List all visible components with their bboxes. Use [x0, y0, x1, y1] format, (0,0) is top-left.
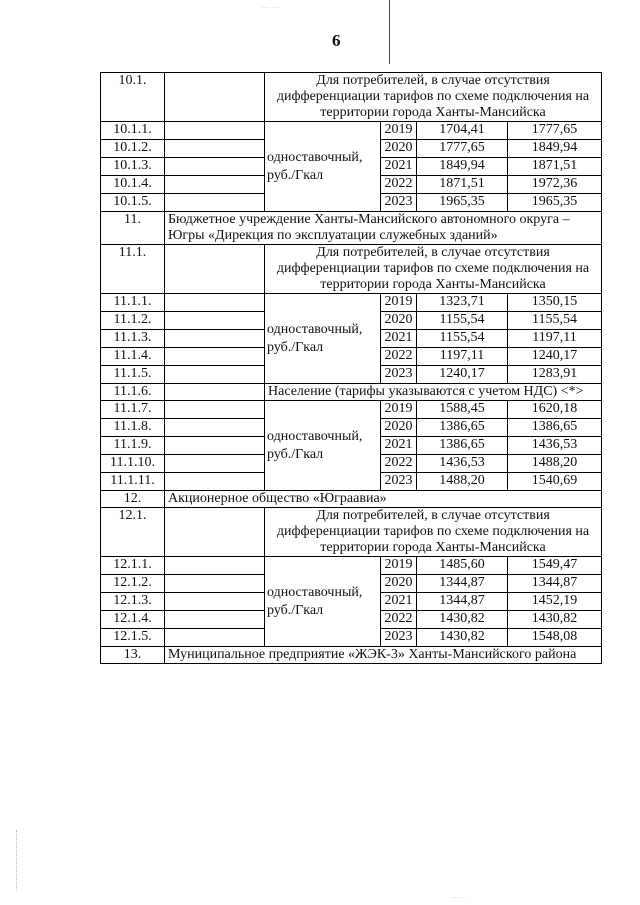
- year-cell: 2022: [381, 176, 417, 194]
- row-number: 11.1.9.: [101, 437, 165, 455]
- value-cell: 1197,11: [417, 348, 508, 366]
- year-cell: 2020: [381, 575, 417, 593]
- row-number: 10.1.: [101, 73, 165, 122]
- row-number: 11.1.4.: [101, 348, 165, 366]
- unit-cell: одноставочный, руб./Гкал: [265, 401, 381, 491]
- row-number: 12.: [101, 491, 165, 508]
- empty-cell: [165, 122, 265, 140]
- section-header-text: Население (тарифы указываются с учетом НДС) <*>: [265, 384, 602, 401]
- organization-row: [101, 212, 602, 245]
- row-number: 10.1.1.: [101, 122, 165, 140]
- row-number: 10.1.3.: [101, 158, 165, 176]
- value-cell: 1965,35: [417, 194, 508, 212]
- value-cell: 1777,65: [508, 122, 602, 140]
- row-number: 12.1.1.: [101, 557, 165, 575]
- year-cell: 2020: [381, 312, 417, 330]
- row-number: 11.1.7.: [101, 401, 165, 419]
- value-cell: 1197,11: [508, 330, 602, 348]
- value-cell: 1965,35: [508, 194, 602, 212]
- empty-cell: [165, 348, 265, 366]
- value-cell: 1871,51: [417, 176, 508, 194]
- section-header-row: [101, 73, 602, 122]
- year-cell: 2022: [381, 348, 417, 366]
- value-cell: 1155,54: [508, 312, 602, 330]
- row-number: 10.1.4.: [101, 176, 165, 194]
- organization-name: Бюджетное учреждение Ханты-Мансийского автономного округа – Югры «Дирекция по эксплуатации служебных зданий»: [165, 212, 602, 245]
- value-cell: 1972,36: [508, 176, 602, 194]
- value-cell: 1430,82: [417, 629, 508, 647]
- table-row: [101, 122, 602, 140]
- year-cell: 2023: [381, 629, 417, 647]
- value-cell: 1488,20: [508, 455, 602, 473]
- page-number: 6: [332, 31, 341, 50]
- empty-cell: [165, 401, 265, 419]
- year-cell: 2019: [381, 122, 417, 140]
- value-cell: 1620,18: [508, 401, 602, 419]
- empty-cell: [165, 473, 265, 491]
- row-number: 12.1.3.: [101, 593, 165, 611]
- value-cell: 1540,69: [508, 473, 602, 491]
- empty-cell: [165, 593, 265, 611]
- value-cell: 1849,94: [417, 158, 508, 176]
- row-number: 11.1.1.: [101, 294, 165, 312]
- section-header-row: [101, 245, 602, 294]
- empty-cell: [165, 140, 265, 158]
- value-cell: 1386,65: [417, 437, 508, 455]
- empty-cell: [165, 330, 265, 348]
- value-cell: 1430,82: [508, 611, 602, 629]
- row-number: 12.1.2.: [101, 575, 165, 593]
- table-row: [101, 557, 602, 575]
- year-cell: 2019: [381, 557, 417, 575]
- empty-cell: [165, 73, 265, 122]
- value-cell: 1283,91: [508, 366, 602, 384]
- year-cell: 2019: [381, 294, 417, 312]
- value-cell: 1549,47: [508, 557, 602, 575]
- value-cell: 1430,82: [417, 611, 508, 629]
- year-cell: 2021: [381, 158, 417, 176]
- empty-cell: [165, 294, 265, 312]
- empty-cell: [165, 575, 265, 593]
- year-cell: 2021: [381, 437, 417, 455]
- empty-cell: [165, 312, 265, 330]
- empty-cell: [165, 629, 265, 647]
- row-number: 13.: [101, 647, 165, 664]
- section-header-text: Для потребителей, в случае отсутствия дифференциации тарифов по схеме подключения на территории города Ханты-Мансийска: [265, 508, 602, 557]
- section-header-row: [101, 384, 602, 401]
- empty-cell: [165, 158, 265, 176]
- value-cell: 1485,60: [417, 557, 508, 575]
- year-cell: 2022: [381, 611, 417, 629]
- year-cell: 2021: [381, 593, 417, 611]
- empty-cell: [165, 437, 265, 455]
- unit-cell: одноставочный, руб./Гкал: [265, 122, 381, 212]
- value-cell: 1240,17: [417, 366, 508, 384]
- organization-row: [101, 647, 602, 664]
- year-cell: 2021: [381, 330, 417, 348]
- empty-cell: [165, 366, 265, 384]
- empty-cell: [165, 508, 265, 557]
- unit-cell: одноставочный, руб./Гкал: [265, 294, 381, 384]
- value-cell: 1344,87: [508, 575, 602, 593]
- year-cell: 2020: [381, 140, 417, 158]
- row-number: 12.1.5.: [101, 629, 165, 647]
- row-number: 12.1.: [101, 508, 165, 557]
- scan-mark-top: ... ...: [262, 2, 282, 10]
- empty-cell: [165, 419, 265, 437]
- value-cell: 1452,19: [508, 593, 602, 611]
- empty-cell: [165, 245, 265, 294]
- value-cell: 1323,71: [417, 294, 508, 312]
- year-cell: 2023: [381, 194, 417, 212]
- organization-name: Акционерное общество «Юграавиа»: [165, 491, 602, 508]
- row-number: 11.1.8.: [101, 419, 165, 437]
- organization-row: [101, 491, 602, 508]
- empty-cell: [165, 384, 265, 401]
- year-cell: 2019: [381, 401, 417, 419]
- row-number: 11.1.11.: [101, 473, 165, 491]
- value-cell: 1488,20: [417, 473, 508, 491]
- row-number: 10.1.5.: [101, 194, 165, 212]
- tariff-table: [100, 72, 602, 664]
- row-number: 11.1.2.: [101, 312, 165, 330]
- row-number: 10.1.2.: [101, 140, 165, 158]
- value-cell: 1436,53: [508, 437, 602, 455]
- table-row: [101, 401, 602, 419]
- section-header-text: Для потребителей, в случае отсутствия дифференциации тарифов по схеме подключения на территории города Ханты-Мансийска: [265, 245, 602, 294]
- row-number: 11.1.6.: [101, 384, 165, 401]
- empty-cell: [165, 194, 265, 212]
- table-row: [101, 294, 602, 312]
- value-cell: 1344,87: [417, 575, 508, 593]
- value-cell: 1344,87: [417, 593, 508, 611]
- value-cell: 1155,54: [417, 312, 508, 330]
- value-cell: 1240,17: [508, 348, 602, 366]
- value-cell: 1386,65: [508, 419, 602, 437]
- row-number: 12.1.4.: [101, 611, 165, 629]
- section-header-text: Для потребителей, в случае отсутствия дифференциации тарифов по схеме подключения на территории города Ханты-Мансийска: [265, 73, 602, 122]
- value-cell: 1588,45: [417, 401, 508, 419]
- year-cell: 2022: [381, 455, 417, 473]
- value-cell: 1436,53: [417, 455, 508, 473]
- year-cell: 2023: [381, 366, 417, 384]
- organization-name: Муниципальное предприятие «ЖЭК-3» Ханты-Мансийского района: [165, 647, 602, 664]
- value-cell: 1777,65: [417, 140, 508, 158]
- empty-cell: [165, 611, 265, 629]
- year-cell: 2020: [381, 419, 417, 437]
- binding-line: [389, 0, 390, 64]
- scan-dots: [16, 830, 19, 890]
- row-number: 11.1.: [101, 245, 165, 294]
- value-cell: 1350,15: [508, 294, 602, 312]
- unit-cell: одноставочный, руб./Гкал: [265, 557, 381, 647]
- row-number: 11.1.5.: [101, 366, 165, 384]
- row-number: 11.1.3.: [101, 330, 165, 348]
- empty-cell: [165, 176, 265, 194]
- value-cell: 1704,41: [417, 122, 508, 140]
- empty-cell: [165, 557, 265, 575]
- empty-cell: [165, 455, 265, 473]
- value-cell: 1871,51: [508, 158, 602, 176]
- row-number: 11.: [101, 212, 165, 245]
- value-cell: 1849,94: [508, 140, 602, 158]
- row-number: 11.1.10.: [101, 455, 165, 473]
- scan-mark-bottom: .....: [452, 892, 466, 900]
- value-cell: 1386,65: [417, 419, 508, 437]
- value-cell: 1548,08: [508, 629, 602, 647]
- year-cell: 2023: [381, 473, 417, 491]
- section-header-row: [101, 508, 602, 557]
- value-cell: 1155,54: [417, 330, 508, 348]
